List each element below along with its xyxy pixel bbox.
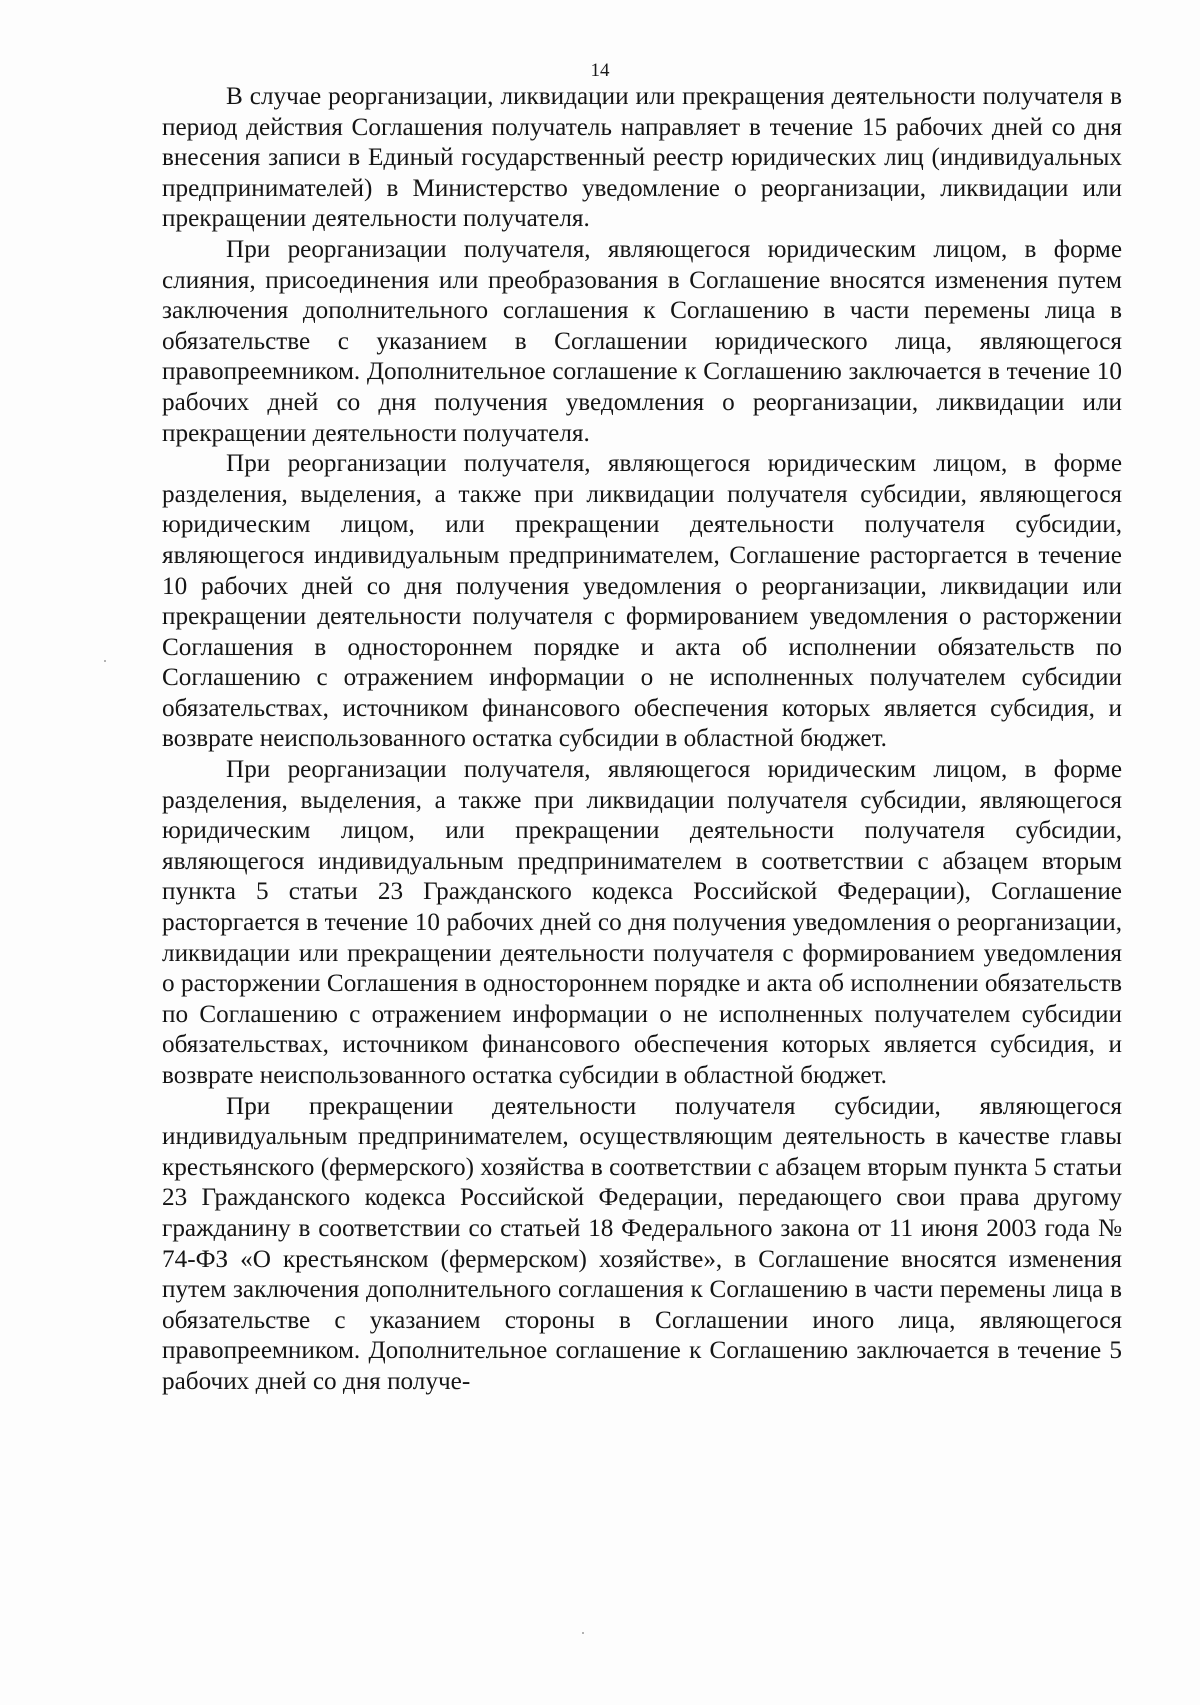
paragraph-3: При реорганизации получателя, являющегося юридическим лицом, в форме разделения, выделения, а также при ликвидации получателя субсидии, являющегося юридическим лицом, или прекращении деятельности получателя субсидии, являющегося индивидуальным предпринимателем, Соглашение расторгается в течение 10 рабочих дней со дня получения уведомления о реорганизации, ликвидации или прекращении деятельности получателя с формированием уведомления о расторжении Соглашения в одностороннем порядке и акта об исполнении обязательств по Соглашению с отражением информации о не исполненных получателем субсидии обязательствах, источником финансового обеспечения которых является субсидия, и возврате неиспользованного остатка субсидии в областной бюджет. — [162, 450, 1122, 753]
paragraph-4: При реорганизации получателя, являющегося юридическим лицом, в форме разделения, выделения, а также при ликвидации получателя субсидии, являющегося юридическим лицом, или прекращении деятельности получателя субсидии, являющегося индивидуальным предпринимателем в соответствии с абзацем вторым пункта 5 статьи 23 Гражданского кодекса Российской Федерации), Соглашение расторгается в течение 10 рабочих дней со дня получения уведомления о реорганизации, ликвидации или прекращении деятельности получателя с формированием уведомления о расторжении Соглашения в одностороннем порядке и акта об исполнении обязательств по Соглашению с отражением информации о не исполненных получателем субсидии обязательствах, источником финансового обеспечения которых является субсидия, и возврате неиспользованного остатка субсидии в областной бюджет. — [162, 756, 1122, 1089]
paragraph-5: При прекращении деятельности получателя субсидии, являющегося индивидуальным предпринимателем, осуществляющим деятельность в качестве главы крестьянского (фермерского) хозяйства в соответствии с абзацем вторым пункта 5 статьи 23 Гражданского кодекса Российской Федерации, передающего свои права другому гражданину в соответствии со статьей 18 Федерального закона от 11 июня 2003 года № 74-ФЗ «О крестьянском (фермерском) хозяйстве», в Соглашение вносятся изменения путем заключения дополнительного соглашения к Соглашению в части перемены лица в обязательстве с указанием стороны в Соглашении иного лица, являющегося правопреемником. Дополнительное соглашение к Соглашению заключается в течение 5 рабочих дней со дня получе- — [162, 1092, 1122, 1395]
page-number: 14 — [590, 60, 610, 81]
document-body — [162, 82, 1122, 1398]
scan-speck — [582, 1632, 584, 1634]
paragraph-1: В случае реорганизации, ликвидации или прекращения деятельности получателя в период действия Соглашения получатель направляет в течение 15 рабочих дней со дня внесения записи в Единый государственный реестр юридических лиц (индивидуальных предпринимателей) в Министерство уведомление о реорганизации, ликвидации или прекращении деятельности получателя. — [162, 83, 1122, 233]
scan-speck — [104, 660, 106, 662]
paragraph-2: При реорганизации получателя, являющегося юридическим лицом, в форме слияния, присоединения или преобразования в Соглашение вносятся изменения путем заключения дополнительного соглашения к Соглашению в части перемены лица в обязательстве с указанием в Соглашении юридического лица, являющегося правопреемником. Дополнительное соглашение к Соглашению заключается в течение 10 рабочих дней со дня получения уведомления о реорганизации, ликвидации или прекращении деятельности получателя. — [162, 235, 1122, 447]
